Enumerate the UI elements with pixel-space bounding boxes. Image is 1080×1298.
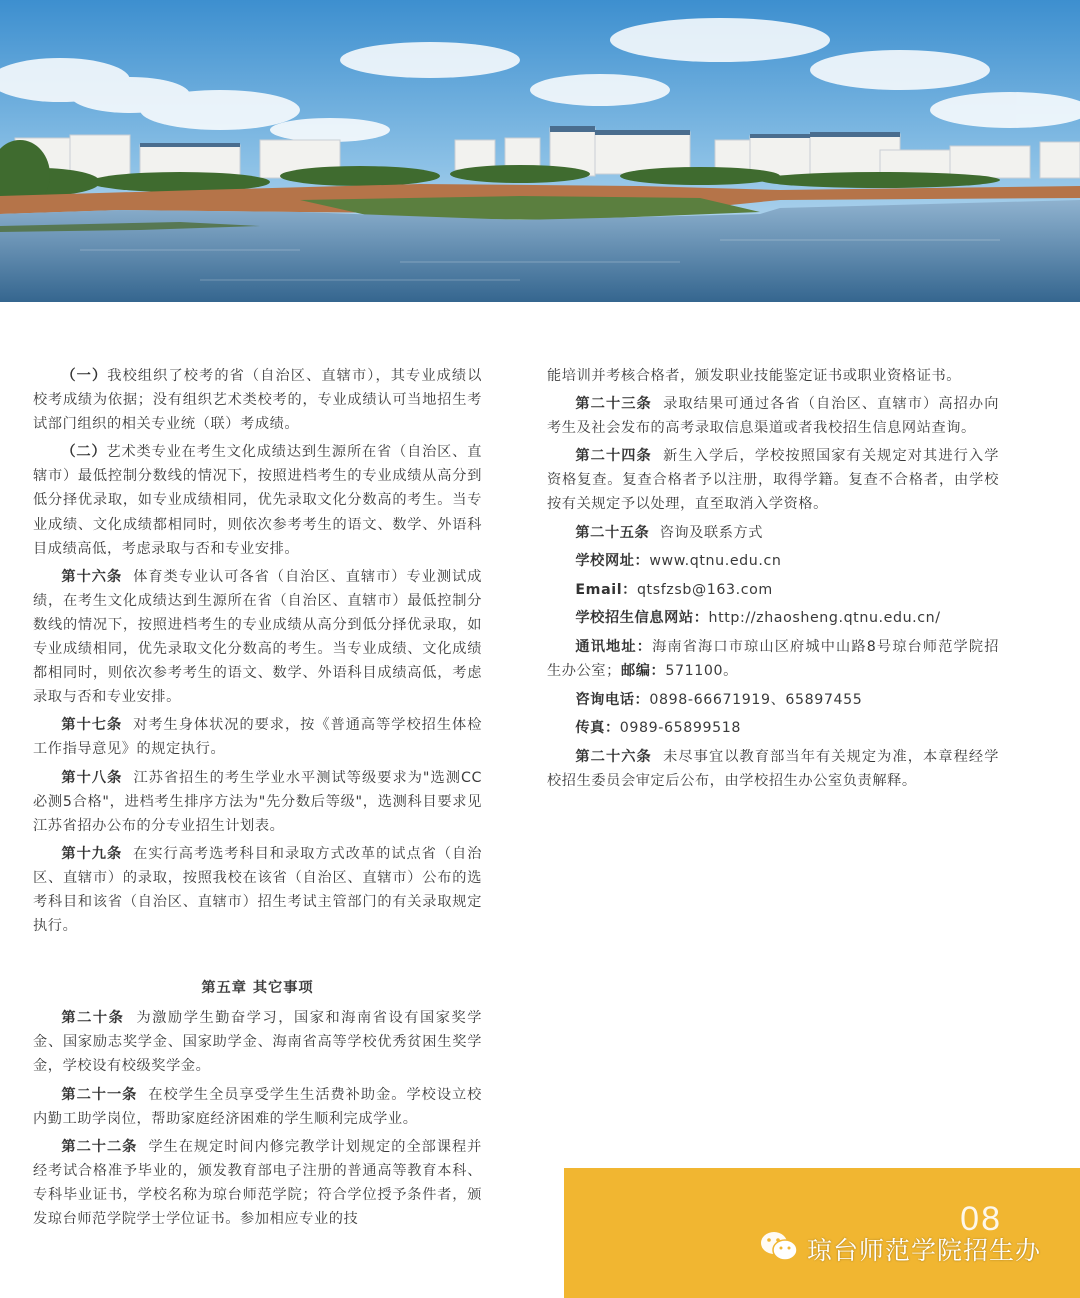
email-link[interactable]: qtsfzsb@163.com: [636, 581, 773, 598]
article-lead: 第二十四条: [575, 448, 652, 465]
contact-label: 学校网址：: [575, 553, 650, 570]
contact-phone: [547, 688, 999, 712]
article-lead: 第二十三条: [575, 396, 652, 413]
article-text: 未尽事宜以教育部当年有关规定为准，本章程经学校招生委员会审定后公布，由学校招生办公室负责解释。: [547, 748, 999, 789]
right-text-column: [547, 364, 999, 797]
left-text-column: [33, 364, 482, 1235]
contact-label: Email：: [575, 581, 637, 598]
article-lead: （二）: [61, 444, 107, 461]
postcode-text: 571100。: [665, 663, 738, 680]
article-text: 咨询及联系方式: [659, 524, 764, 541]
article-lead: 第二十五条: [575, 524, 650, 541]
footer-accent-block: [564, 1168, 1080, 1298]
article-lead: 第十九条: [61, 845, 123, 862]
article-text: 录取结果可通过各省（自治区、直辖市）高招办向考生及社会发布的高考录取信息渠道或者我校招生信息网站查询。: [547, 396, 999, 437]
campus-banner-photo: [0, 0, 1080, 302]
article-text: 江苏省招生的考生学业水平测试等级要求为"选测CC 必测5合格"，进档考生排序方法为"先分数后等级"，选测科目要求见江苏省招办公布的分专业招生计划表。: [33, 769, 482, 834]
contact-admissions-site: [547, 606, 999, 630]
continuation-text: 能培训并考核合格者，颁发职业技能鉴定证书或职业资格证书。: [547, 368, 962, 384]
contact-label: 传真：: [575, 720, 620, 737]
article-17: [33, 713, 482, 761]
chapter-title: 第五章 其它事项: [201, 980, 314, 997]
article-19: [33, 842, 482, 938]
article-lead: 第二十一条: [61, 1086, 138, 1103]
postcode-label: 邮编：: [620, 663, 666, 680]
article-lead: 第二十六条: [575, 748, 652, 765]
article-lead: 第二十条: [61, 1010, 125, 1027]
article-16: [33, 565, 482, 710]
page-number: 08: [960, 1200, 1002, 1238]
article-21: [33, 1083, 482, 1131]
article-text: 新生入学后，学校按照国家有关规定对其进行入学资格复查。复查合格者予以注册，取得学籍。复查不合格者，由学校按有关规定予以处理，直至取消入学资格。: [547, 448, 999, 513]
article-lead: （一）: [61, 368, 108, 384]
article-24: [547, 444, 999, 516]
article-text: 艺术类专业在考生文化成绩达到生源所在省（自治区、直辖市）最低控制分数线的情况下，按照进档考生的专业成绩从高分到低分择优录取，如专业成绩相同，优先录取文化分数高的考生。当专业成绩、文化成绩都相同时，则依次参考考生的语文、数学、外语科目成绩高低，考虑录取与否和专业安排。: [33, 444, 482, 557]
article-22: [33, 1135, 482, 1231]
article-lead: 第十六条: [61, 568, 123, 585]
address-text: 海南省海口市琼山区府城中山路8号琼台师范学院招生办公室；: [547, 638, 999, 680]
article-lead: 第十七条: [61, 717, 123, 734]
article-text: 我校组织了校考的省（自治区、直辖市），其专业成绩以校考成绩为依据；没有组织艺术类校考的，专业成绩认可当地招生考试部门组织的相关专业统（联）考成绩。: [33, 368, 482, 433]
contact-email: [547, 578, 999, 602]
article-lead: 第二十二条: [61, 1138, 138, 1155]
contact-label: 通讯地址：: [575, 638, 653, 655]
article-18: [33, 766, 482, 838]
article-23: [547, 392, 999, 440]
article-26: [547, 745, 999, 793]
article-text: 为激励学生勤奋学习，国家和海南省设有国家奖学金、国家励志奖学金、国家助学金、海南省高等学校优秀贫困生奖学金，学校设有校级奖学金。: [33, 1010, 482, 1075]
article-lead: 第十八条: [61, 769, 123, 786]
fax-text: 0989-65899518: [619, 720, 742, 737]
article-item-1: [33, 364, 482, 436]
campus-lake-photo: [0, 0, 1080, 302]
contact-label: 咨询电话：: [575, 691, 650, 708]
phone-text: 0898-66671919、65897455: [649, 691, 863, 708]
wechat-account: [759, 1230, 1041, 1268]
contact-label: 学校招生信息网站：: [575, 610, 709, 627]
article-text: 对考生身体状况的要求，按《普通高等学校招生体检工作指导意见》的规定执行。: [33, 717, 482, 758]
contact-fax: [547, 716, 999, 740]
contact-website: [547, 549, 999, 573]
wechat-icon: [759, 1230, 799, 1268]
admissions-site-link[interactable]: http://zhaosheng.qtnu.edu.cn/: [708, 610, 941, 627]
article-text: 学生在规定时间内修完教学计划规定的全部课程并经考试合格准予毕业的，颁发教育部电子注册的普通高等教育本科、专科毕业证书，学校名称为琼台师范学院；符合学位授予条件者，颁发琼台师范学院学士学位证书。参加相应专业的技: [33, 1138, 482, 1227]
contact-address: [547, 635, 999, 683]
website-link[interactable]: www.qtnu.edu.cn: [649, 553, 782, 570]
article-text: 在校学生全员享受学生生活费补助金。学校设立校内勤工助学岗位，帮助家庭经济困难的学生顺利完成学业。: [33, 1086, 482, 1127]
article-text: 体育类专业认可各省（自治区、直辖市）专业测试成绩，在考生文化成绩达到生源所在省（自治区、直辖市）最低控制分数线的情况下，按照进档考生的专业成绩从高分到低分择优录取，如专业成绩相同，优先录取文化分数高的考生。当专业成绩、文化成绩都相同时，则依次参考考生的语文、数学、外语科目成绩高低，考虑录取与否和专业安排。: [33, 568, 482, 706]
article-item-2: [33, 440, 482, 560]
article-20: [33, 1006, 482, 1078]
article-text: 在实行高考选考科目和录取方式改革的试点省（自治区、直辖市）的录取，按照我校在该省（自治区、直辖市）公布的选考科目和该省（自治区、直辖市）招生考试主管部门的有关录取规定执行。: [33, 845, 482, 935]
account-name: 琼台师范学院招生办: [807, 1236, 1042, 1265]
article-25: [547, 521, 999, 545]
